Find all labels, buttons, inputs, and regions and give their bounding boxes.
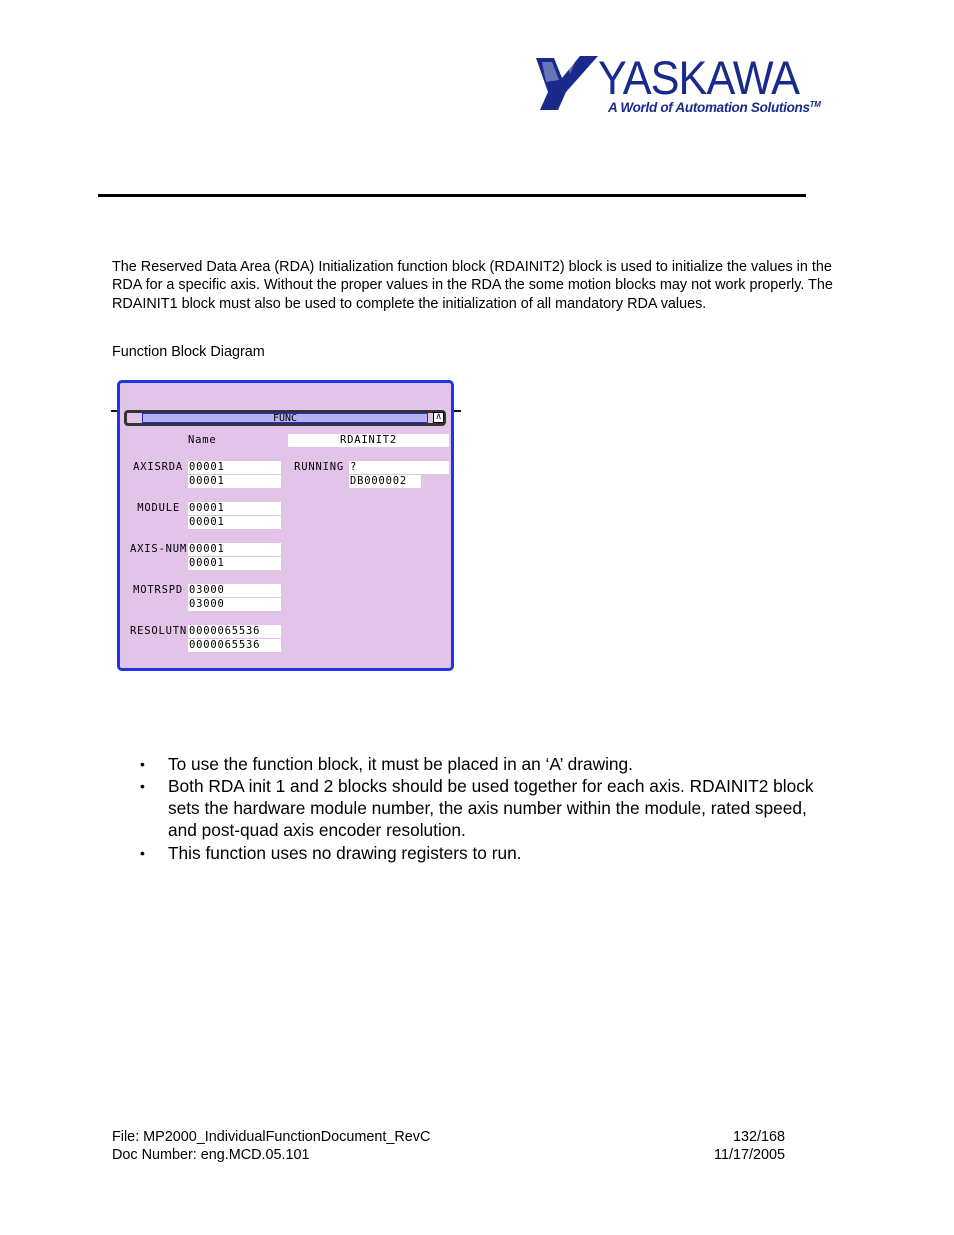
input-axis-num-2[interactable]: 00001 [188, 557, 281, 570]
fb-name-value[interactable]: RDAINIT2 [288, 434, 449, 447]
input-label-module: MODULE [137, 502, 180, 514]
footer-doc-number: Doc Number: eng.MCD.05.101 [112, 1146, 310, 1163]
footer-page: 132/168 [732, 1129, 785, 1145]
input-label-axis-num: AXIS-NUM [130, 543, 187, 555]
header-rule [98, 194, 806, 197]
output-label-running: RUNNING [294, 461, 344, 473]
footer-file: File: MP2000_IndividualFunctionDocument_RevC [112, 1129, 431, 1145]
input-label-axisrda: AXISRDA [133, 461, 183, 473]
input-axisrda-2[interactable]: 00001 [188, 475, 281, 488]
fb-title: FUNC [142, 413, 428, 423]
fbd-caption: Function Block Diagram [112, 344, 265, 360]
fb-title-bar [124, 410, 446, 426]
input-module-2[interactable]: 00001 [188, 516, 281, 529]
footer-date: 11/17/2005 [714, 1146, 785, 1163]
intro-paragraph: The Reserved Data Area (RDA) Initialization function block (RDAINIT2) block is used to initialize the values in the RDA for a specific axis. Without the proper values in the RDA the some motion blocks may not work properly. The RDAINIT1 block must also be used to complete the initialization of all mandatory RDA values. [112, 259, 833, 312]
output-running-1[interactable]: ? [349, 461, 449, 474]
input-axisrda-1[interactable]: 00001 [188, 461, 281, 474]
input-motrspd-1[interactable]: 03000 [188, 584, 281, 597]
input-label-motrspd: MOTRSPD [133, 584, 183, 596]
list-item: • This function uses no drawing registers to run. [140, 843, 840, 865]
collapse-icon[interactable]: ⊼ [433, 412, 444, 423]
list-item: • Both RDA init 1 and 2 blocks should be used together for each axis. RDAINIT2 block sets the hardware module number, the axis number within the module, rated speed, and post-quad axis encoder resolution. [140, 776, 840, 842]
input-label-resolutn: RESOLUTN [130, 625, 187, 637]
input-resolutn-1[interactable]: 0000065536 [188, 625, 281, 638]
fb-name-label: Name [188, 434, 217, 446]
logo-brand: YASKAWA [598, 51, 800, 104]
output-running-2[interactable]: DB000002 [349, 475, 421, 488]
logo-tagline: A World of Automation Solutions™ [608, 100, 821, 115]
input-motrspd-2[interactable]: 03000 [188, 598, 281, 611]
footer-right [700, 1129, 785, 1164]
list-item: • To use the function block, it must be placed in an ‘A’ drawing. [140, 754, 840, 776]
input-module-1[interactable]: 00001 [188, 502, 281, 515]
yaskawa-logo [532, 52, 822, 118]
notes-list [140, 754, 840, 865]
input-axis-num-1[interactable]: 00001 [188, 543, 281, 556]
logo-tm: TM [809, 100, 821, 109]
input-resolutn-2[interactable]: 0000065536 [188, 639, 281, 652]
function-block[interactable] [117, 380, 454, 671]
yaskawa-swoosh-icon [532, 52, 602, 114]
footer-left [112, 1129, 430, 1164]
